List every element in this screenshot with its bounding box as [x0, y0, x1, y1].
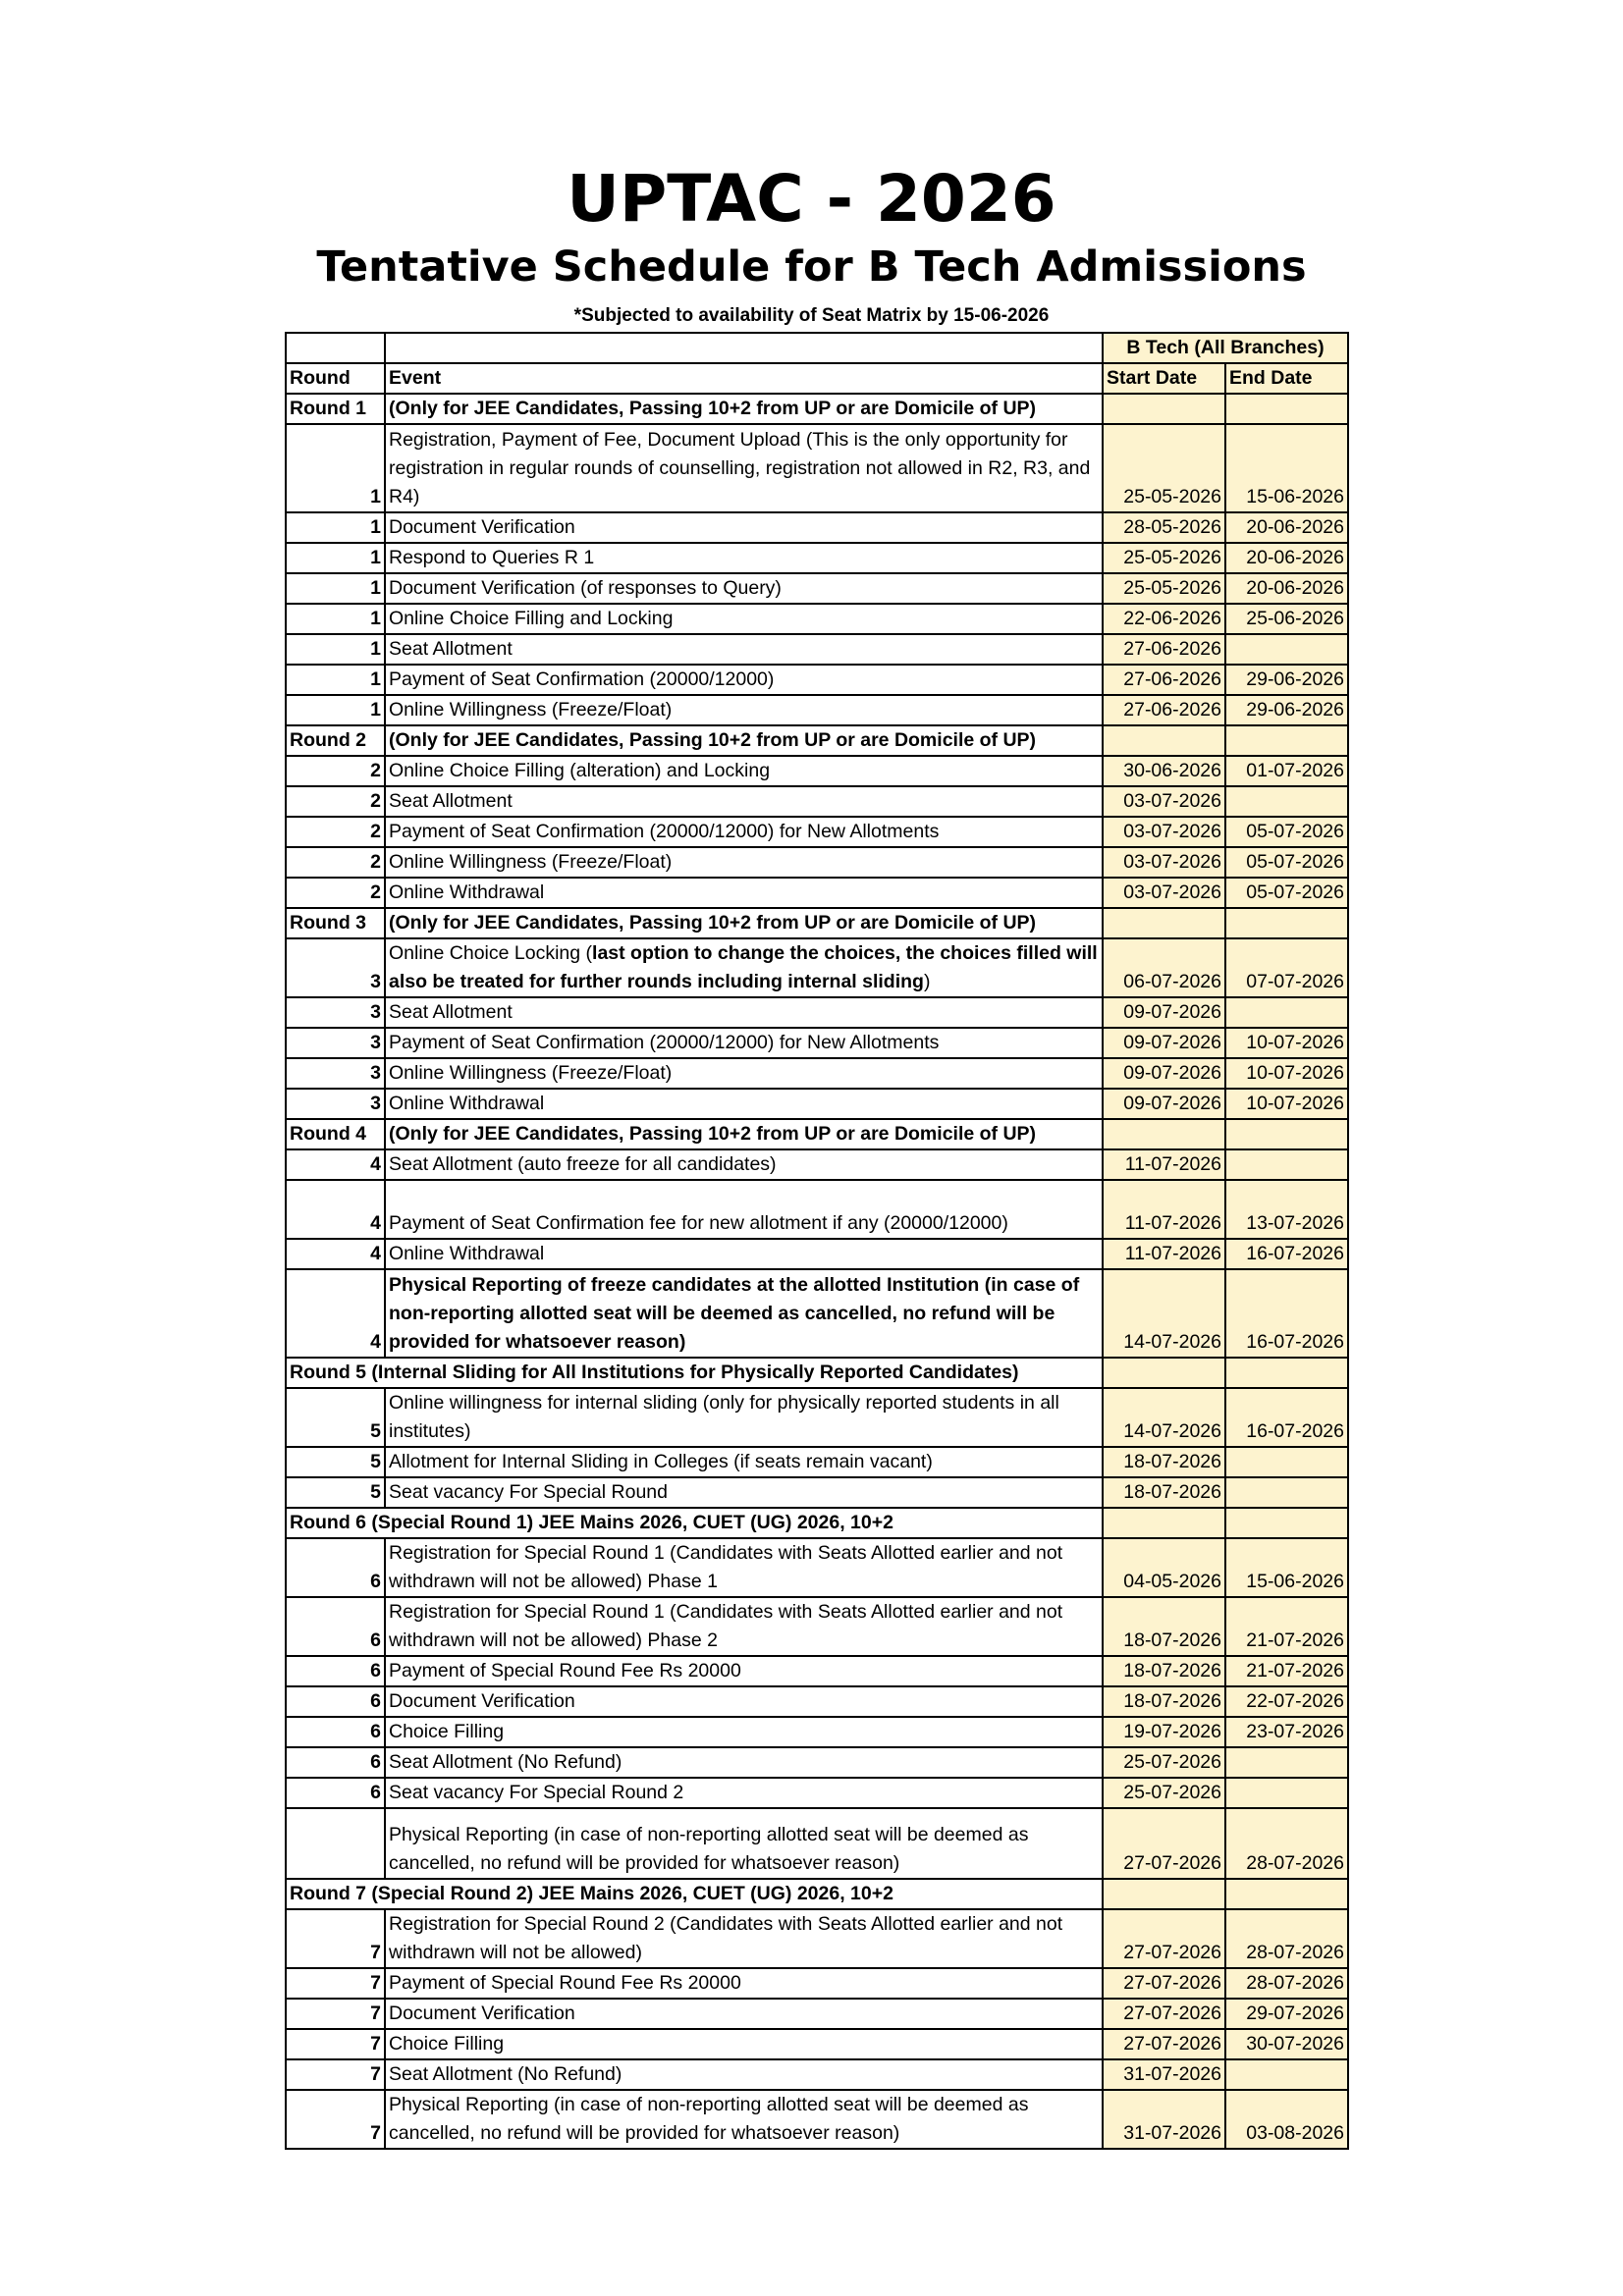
- round-number: 7: [286, 1968, 385, 1999]
- round-number: 7: [286, 2090, 385, 2149]
- table-row: [286, 1909, 1348, 1968]
- round-number: 2: [286, 786, 385, 817]
- event-description: Seat Allotment (auto freeze for all candidates): [385, 1149, 1103, 1180]
- event-description: Online Withdrawal: [385, 1089, 1103, 1119]
- round-number: 1: [286, 665, 385, 695]
- start-date-cell: 25-05-2026: [1103, 543, 1225, 573]
- table-row: [286, 786, 1348, 817]
- event-description: Online Choice Filling and Locking: [385, 604, 1103, 634]
- event-description: Online Willingness (Freeze/Float): [385, 695, 1103, 725]
- round-header-row: [286, 1119, 1348, 1149]
- round-label: Round 1: [286, 394, 385, 424]
- round-number: 1: [286, 604, 385, 634]
- end-date-cell: [1225, 634, 1348, 665]
- start-date-cell: 28-05-2026: [1103, 512, 1225, 543]
- table-row: [286, 1028, 1348, 1058]
- end-date-cell: [1225, 2059, 1348, 2090]
- event-description: Document Verification: [385, 1686, 1103, 1717]
- end-date-cell: 10-07-2026: [1225, 1058, 1348, 1089]
- end-date-cell: 25-06-2026: [1225, 604, 1348, 634]
- table-row: [286, 1597, 1348, 1656]
- round-number: 2: [286, 756, 385, 786]
- event-description: Payment of Seat Confirmation (20000/12000): [385, 665, 1103, 695]
- table-row: [286, 1149, 1348, 1180]
- start-date-cell: [1103, 725, 1225, 756]
- start-date-cell: 27-07-2026: [1103, 1999, 1225, 2029]
- start-date-cell: 31-07-2026: [1103, 2059, 1225, 2090]
- event-description: Payment of Special Round Fee Rs 20000: [385, 1968, 1103, 1999]
- table-row: [286, 573, 1348, 604]
- schedule-table-body: [286, 394, 1348, 2149]
- end-date-cell: [1225, 1879, 1348, 1909]
- header-blank-cell: [286, 333, 385, 363]
- end-date-cell: 16-07-2026: [1225, 1239, 1348, 1269]
- round-number: 6: [286, 1778, 385, 1808]
- end-date-cell: 20-06-2026: [1225, 543, 1348, 573]
- round-number: 6: [286, 1538, 385, 1597]
- round-number: 3: [286, 997, 385, 1028]
- end-date-cell: 03-08-2026: [1225, 2090, 1348, 2149]
- round-number: 1: [286, 512, 385, 543]
- end-date-cell: [1225, 1778, 1348, 1808]
- round-number: 1: [286, 543, 385, 573]
- round-eligibility: (Only for JEE Candidates, Passing 10+2 from UP or are Domicile of UP): [385, 725, 1103, 756]
- table-row: [286, 604, 1348, 634]
- end-date-cell: 15-06-2026: [1225, 424, 1348, 512]
- end-date-cell: [1225, 1447, 1348, 1477]
- round-label: Round 6 (Special Round 1) JEE Mains 2026, CUET (UG) 2026, 10+2: [286, 1508, 1103, 1538]
- event-description: Choice Filling: [385, 1717, 1103, 1747]
- round-label: Round 5 (Internal Sliding for All Institutions for Physically Reported Candidates): [286, 1358, 1103, 1388]
- end-date-cell: 10-07-2026: [1225, 1089, 1348, 1119]
- start-date-cell: 31-07-2026: [1103, 2090, 1225, 2149]
- end-date-cell: 15-06-2026: [1225, 1538, 1348, 1597]
- table-row: [286, 1999, 1348, 2029]
- start-date-cell: 27-07-2026: [1103, 1968, 1225, 1999]
- round-number: 2: [286, 817, 385, 847]
- start-date-cell: 22-06-2026: [1103, 604, 1225, 634]
- table-row: [286, 2059, 1348, 2090]
- round-number: 7: [286, 1999, 385, 2029]
- start-date-cell: [1103, 394, 1225, 424]
- table-row: [286, 1656, 1348, 1686]
- start-date-cell: 25-05-2026: [1103, 573, 1225, 604]
- table-row: [286, 1180, 1348, 1239]
- table-row: [286, 1269, 1348, 1358]
- round-number: 7: [286, 2059, 385, 2090]
- table-row: [286, 938, 1348, 997]
- start-date-cell: 04-05-2026: [1103, 1538, 1225, 1597]
- end-date-cell: [1225, 1358, 1348, 1388]
- table-group-header-row: [286, 333, 1348, 363]
- table-row: [286, 1747, 1348, 1778]
- start-date-cell: 11-07-2026: [1103, 1180, 1225, 1239]
- table-row: [286, 665, 1348, 695]
- end-date-cell: [1225, 786, 1348, 817]
- event-description: Online Willingness (Freeze/Float): [385, 1058, 1103, 1089]
- event-description: Seat Allotment (No Refund): [385, 2059, 1103, 2090]
- end-date-cell: [1225, 394, 1348, 424]
- round-header-row: [286, 1879, 1348, 1909]
- table-row: [286, 847, 1348, 878]
- end-date-cell: 29-07-2026: [1225, 1999, 1348, 2029]
- start-date-cell: 19-07-2026: [1103, 1717, 1225, 1747]
- table-row: [286, 1808, 1348, 1879]
- event-description: Online willingness for internal sliding (only for physically reported students in all institutes): [385, 1388, 1103, 1447]
- start-date-cell: 25-07-2026: [1103, 1747, 1225, 1778]
- end-date-cell: 28-07-2026: [1225, 1808, 1348, 1879]
- start-date-cell: 09-07-2026: [1103, 1028, 1225, 1058]
- event-description: Seat Allotment: [385, 634, 1103, 665]
- round-eligibility: (Only for JEE Candidates, Passing 10+2 from UP or are Domicile of UP): [385, 1119, 1103, 1149]
- event-description: Online Withdrawal: [385, 1239, 1103, 1269]
- start-date-cell: 03-07-2026: [1103, 786, 1225, 817]
- round-number: 5: [286, 1477, 385, 1508]
- table-row: [286, 634, 1348, 665]
- start-date-cell: [1103, 1879, 1225, 1909]
- round-label: Round 3: [286, 908, 385, 938]
- end-date-cell: [1225, 1508, 1348, 1538]
- start-date-cell: 03-07-2026: [1103, 817, 1225, 847]
- round-number: 4: [286, 1269, 385, 1358]
- table-row: [286, 424, 1348, 512]
- event-description: Registration for Special Round 1 (Candidates with Seats Allotted earlier and not withdrawn will not be allowed) Phase 2: [385, 1597, 1103, 1656]
- round-number: 3: [286, 938, 385, 997]
- start-date-cell: 18-07-2026: [1103, 1477, 1225, 1508]
- table-row: [286, 1388, 1348, 1447]
- table-row: [286, 1477, 1348, 1508]
- column-header-event: Event: [385, 363, 1103, 394]
- round-number: 7: [286, 2029, 385, 2059]
- end-date-cell: 23-07-2026: [1225, 1717, 1348, 1747]
- round-number: 6: [286, 1717, 385, 1747]
- round-number: 1: [286, 573, 385, 604]
- round-number: 1: [286, 424, 385, 512]
- end-date-cell: 05-07-2026: [1225, 847, 1348, 878]
- round-header-row: [286, 1508, 1348, 1538]
- table-column-header-row: [286, 363, 1348, 394]
- event-description: Document Verification (of responses to Query): [385, 573, 1103, 604]
- end-date-cell: 20-06-2026: [1225, 512, 1348, 543]
- event-description: Seat vacancy For Special Round 2: [385, 1778, 1103, 1808]
- start-date-cell: 25-05-2026: [1103, 424, 1225, 512]
- end-date-cell: 28-07-2026: [1225, 1909, 1348, 1968]
- event-description: Registration, Payment of Fee, Document Upload (This is the only opportunity for registration in regular rounds of counselling, registration not allowed in R2, R3, and R4): [385, 424, 1103, 512]
- table-row: [286, 1968, 1348, 1999]
- table-row: [286, 2090, 1348, 2149]
- schedule-table: [285, 332, 1349, 2150]
- start-date-cell: 18-07-2026: [1103, 1597, 1225, 1656]
- end-date-cell: 28-07-2026: [1225, 1968, 1348, 1999]
- event-description: [385, 938, 1103, 997]
- start-date-cell: 09-07-2026: [1103, 1058, 1225, 1089]
- start-date-cell: 27-06-2026: [1103, 665, 1225, 695]
- round-number: 3: [286, 1089, 385, 1119]
- start-date-cell: 06-07-2026: [1103, 938, 1225, 997]
- round-number: 2: [286, 878, 385, 908]
- start-date-cell: 27-07-2026: [1103, 1808, 1225, 1879]
- start-date-cell: 18-07-2026: [1103, 1686, 1225, 1717]
- end-date-cell: 21-07-2026: [1225, 1597, 1348, 1656]
- group-header-btech: B Tech (All Branches): [1103, 333, 1348, 363]
- end-date-cell: 20-06-2026: [1225, 573, 1348, 604]
- end-date-cell: 01-07-2026: [1225, 756, 1348, 786]
- event-description: Physical Reporting (in case of non-reporting allotted seat will be deemed as cancelled, no refund will be provided for whatsoever reason): [385, 1808, 1103, 1879]
- start-date-cell: 27-07-2026: [1103, 1909, 1225, 1968]
- table-row: [286, 1778, 1348, 1808]
- table-row: [286, 997, 1348, 1028]
- event-description: Physical Reporting of freeze candidates at the allotted Institution (in case of non-reporting allotted seat will be deemed as cancelled, no refund will be provided for whatsoever reason): [385, 1269, 1103, 1358]
- page-title: UPTAC - 2026: [567, 161, 1056, 237]
- round-number: 3: [286, 1028, 385, 1058]
- end-date-cell: 07-07-2026: [1225, 938, 1348, 997]
- start-date-cell: 18-07-2026: [1103, 1447, 1225, 1477]
- end-date-cell: 16-07-2026: [1225, 1269, 1348, 1358]
- start-date-cell: 11-07-2026: [1103, 1149, 1225, 1180]
- event-description: Document Verification: [385, 512, 1103, 543]
- start-date-cell: 18-07-2026: [1103, 1656, 1225, 1686]
- end-date-cell: [1225, 1477, 1348, 1508]
- end-date-cell: 22-07-2026: [1225, 1686, 1348, 1717]
- table-row: [286, 817, 1348, 847]
- round-number: 6: [286, 1597, 385, 1656]
- round-number: 6: [286, 1747, 385, 1778]
- start-date-cell: 11-07-2026: [1103, 1239, 1225, 1269]
- end-date-cell: 21-07-2026: [1225, 1656, 1348, 1686]
- start-date-cell: [1103, 1358, 1225, 1388]
- end-date-cell: [1225, 725, 1348, 756]
- event-description: Seat Allotment: [385, 997, 1103, 1028]
- event-description: Document Verification: [385, 1999, 1103, 2029]
- event-description: Physical Reporting (in case of non-reporting allotted seat will be deemed as cancelled, no refund will be provided for whatsoever reason): [385, 2090, 1103, 2149]
- table-row: [286, 1538, 1348, 1597]
- table-row: [286, 543, 1348, 573]
- table-row: [286, 1686, 1348, 1717]
- table-row: [286, 1717, 1348, 1747]
- event-text: Online Choice Locking (: [389, 942, 593, 964]
- event-description: Online Choice Filling (alteration) and Locking: [385, 756, 1103, 786]
- round-number: 4: [286, 1180, 385, 1239]
- end-date-cell: 05-07-2026: [1225, 878, 1348, 908]
- table-row: [286, 1447, 1348, 1477]
- column-header-round: Round: [286, 363, 385, 394]
- event-description: Seat vacancy For Special Round: [385, 1477, 1103, 1508]
- table-row: [286, 756, 1348, 786]
- round-header-row: [286, 394, 1348, 424]
- event-description: Choice Filling: [385, 2029, 1103, 2059]
- event-description: Registration for Special Round 1 (Candidates with Seats Allotted earlier and not withdrawn will not be allowed) Phase 1: [385, 1538, 1103, 1597]
- round-header-row: [286, 725, 1348, 756]
- event-description: Registration for Special Round 2 (Candidates with Seats Allotted earlier and not withdrawn will not be allowed): [385, 1909, 1103, 1968]
- start-date-cell: [1103, 1508, 1225, 1538]
- end-date-cell: [1225, 1747, 1348, 1778]
- round-eligibility: (Only for JEE Candidates, Passing 10+2 from UP or are Domicile of UP): [385, 908, 1103, 938]
- event-description: Payment of Seat Confirmation (20000/12000) for New Allotments: [385, 817, 1103, 847]
- table-row: [286, 512, 1348, 543]
- end-date-cell: [1225, 1149, 1348, 1180]
- round-number: 1: [286, 695, 385, 725]
- end-date-cell: 16-07-2026: [1225, 1388, 1348, 1447]
- event-description: Payment of Seat Confirmation fee for new allotment if any (20000/12000): [385, 1180, 1103, 1239]
- round-number: 2: [286, 847, 385, 878]
- end-date-cell: 29-06-2026: [1225, 695, 1348, 725]
- event-description: Respond to Queries R 1: [385, 543, 1103, 573]
- start-date-cell: 14-07-2026: [1103, 1269, 1225, 1358]
- round-number: 6: [286, 1656, 385, 1686]
- seat-matrix-note: *Subjected to availability of Seat Matrix by 15-06-2026: [573, 305, 1050, 326]
- start-date-cell: 14-07-2026: [1103, 1388, 1225, 1447]
- column-header-end-date: End Date: [1225, 363, 1348, 394]
- start-date-cell: 03-07-2026: [1103, 878, 1225, 908]
- event-text: ): [923, 971, 931, 992]
- start-date-cell: 27-06-2026: [1103, 634, 1225, 665]
- end-date-cell: [1225, 1119, 1348, 1149]
- event-description: Allotment for Internal Sliding in Colleges (if seats remain vacant): [385, 1447, 1103, 1477]
- table-row: [286, 1089, 1348, 1119]
- round-eligibility: (Only for JEE Candidates, Passing 10+2 from UP or are Domicile of UP): [385, 394, 1103, 424]
- round-number: 1: [286, 634, 385, 665]
- event-description: Seat Allotment: [385, 786, 1103, 817]
- table-row: [286, 2029, 1348, 2059]
- start-date-cell: [1103, 1119, 1225, 1149]
- start-date-cell: 27-06-2026: [1103, 695, 1225, 725]
- end-date-cell: 30-07-2026: [1225, 2029, 1348, 2059]
- round-number: 7: [286, 1909, 385, 1968]
- start-date-cell: 09-07-2026: [1103, 997, 1225, 1028]
- start-date-cell: 25-07-2026: [1103, 1778, 1225, 1808]
- event-description: Payment of Special Round Fee Rs 20000: [385, 1656, 1103, 1686]
- end-date-cell: 13-07-2026: [1225, 1180, 1348, 1239]
- table-row: [286, 695, 1348, 725]
- round-label: Round 2: [286, 725, 385, 756]
- start-date-cell: 09-07-2026: [1103, 1089, 1225, 1119]
- round-label: Round 4: [286, 1119, 385, 1149]
- round-number: 4: [286, 1239, 385, 1269]
- end-date-cell: 10-07-2026: [1225, 1028, 1348, 1058]
- round-number: 5: [286, 1388, 385, 1447]
- end-date-cell: 29-06-2026: [1225, 665, 1348, 695]
- event-description: Online Willingness (Freeze/Float): [385, 847, 1103, 878]
- round-header-row: [286, 1358, 1348, 1388]
- column-header-start-date: Start Date: [1103, 363, 1225, 394]
- end-date-cell: [1225, 908, 1348, 938]
- round-number: 3: [286, 1058, 385, 1089]
- round-number: [286, 1808, 385, 1879]
- header-blank-cell: [385, 333, 1103, 363]
- start-date-cell: 27-07-2026: [1103, 2029, 1225, 2059]
- round-number: 6: [286, 1686, 385, 1717]
- table-row: [286, 1058, 1348, 1089]
- end-date-cell: 05-07-2026: [1225, 817, 1348, 847]
- event-emphasis-text: last option to change the choices, the choices filled will also be treated for further rounds including internal sliding: [389, 942, 1098, 992]
- start-date-cell: 30-06-2026: [1103, 756, 1225, 786]
- event-description: Seat Allotment (No Refund): [385, 1747, 1103, 1778]
- round-label: Round 7 (Special Round 2) JEE Mains 2026, CUET (UG) 2026, 10+2: [286, 1879, 1103, 1909]
- round-header-row: [286, 908, 1348, 938]
- page-subtitle: Tentative Schedule for B Tech Admissions: [316, 242, 1307, 292]
- event-description: Payment of Seat Confirmation (20000/12000) for New Allotments: [385, 1028, 1103, 1058]
- table-row: [286, 878, 1348, 908]
- round-number: 5: [286, 1447, 385, 1477]
- start-date-cell: [1103, 908, 1225, 938]
- event-description: Online Withdrawal: [385, 878, 1103, 908]
- round-number: 4: [286, 1149, 385, 1180]
- end-date-cell: [1225, 997, 1348, 1028]
- table-row: [286, 1239, 1348, 1269]
- start-date-cell: 03-07-2026: [1103, 847, 1225, 878]
